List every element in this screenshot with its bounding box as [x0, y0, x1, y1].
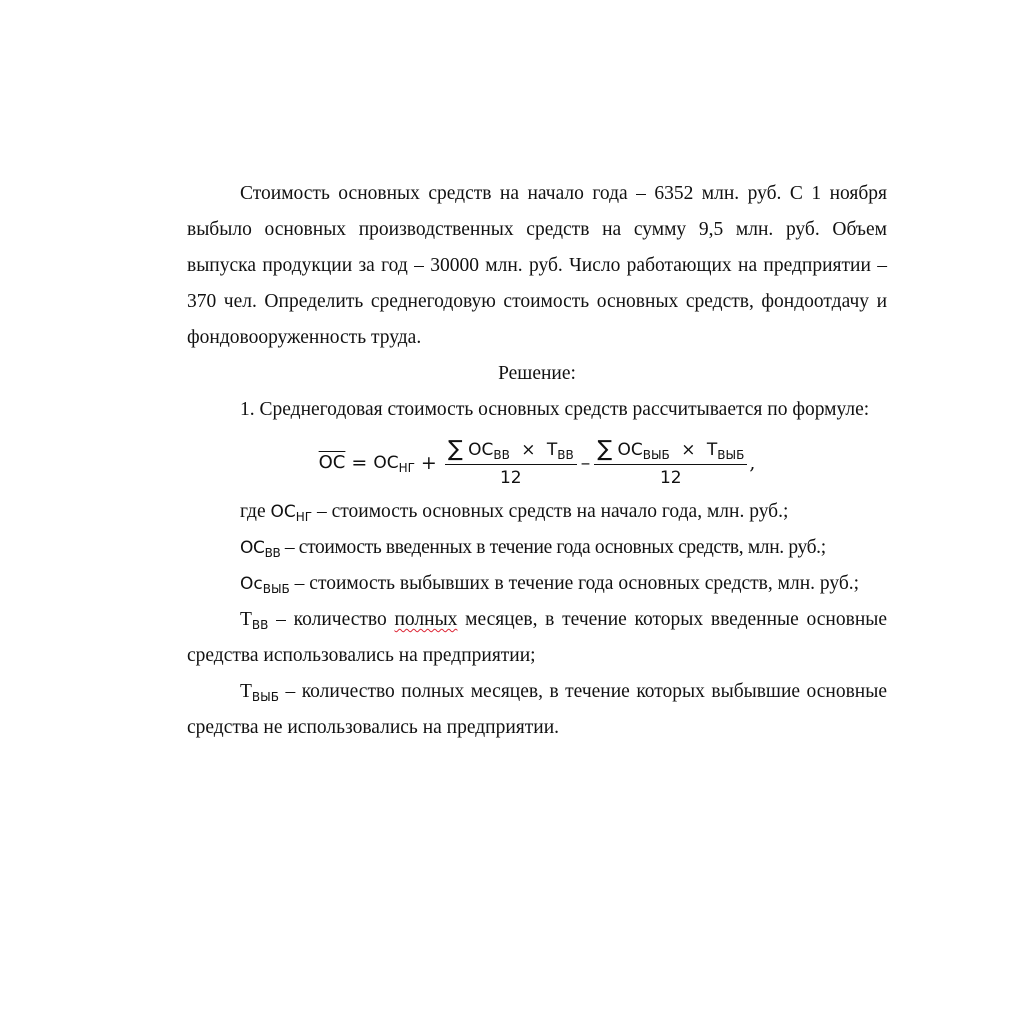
step-1-text: 1. Среднегодовая стоимость основных средств рассчитывается по формуле:: [240, 399, 870, 420]
solution-heading: Решение:: [498, 363, 576, 384]
sum-icon: ∑: [447, 436, 463, 462]
formula-fraction-retired: $\frac{\sum ОС_{ВЫБ} \times Т_{ВЫБ}}{12}$: [594, 436, 747, 491]
document-page: [187, 176, 887, 746]
formula-plus: +: [420, 452, 437, 474]
sum-icon: ∑: [597, 436, 613, 462]
average-cost-formula: [187, 432, 887, 494]
definition-os-ng: где $ОС_{НГ}$ – стоимость основных средств на начало года, млн. руб.;: [240, 501, 789, 524]
definition-os-vv: $ОС_{ВВ}$ – стоимость введенных в течение года основных средств, млн. руб.;: [240, 537, 826, 560]
formula-lhs: ОС: [318, 452, 346, 473]
formula-fraction-added: $\frac{\sum ОС_{ВВ} \times Т_{ВВ}}{12}$: [445, 436, 577, 491]
definition-os-vyb: $Ос_{ВЫБ}$ – стоимость выбывших в течение года основных средств, млн. руб.;: [240, 573, 860, 596]
definition-t-vyb: $Т_{ВЫБ}$ – количество полных месяцев, в течение которых выбывшие основные средства не использовались на предприятии.: [187, 681, 887, 738]
spellcheck-underline: полных: [394, 609, 458, 630]
formula-minus: –: [580, 452, 591, 474]
definition-t-vv: $Т_{ВВ}$ – количество полных месяцев, в течение которых введенные основные средства использовались на предприятии;: [187, 609, 888, 666]
formula-trailing-comma: ,: [749, 452, 756, 474]
formula-term1: $ОС_{НГ}$: [373, 453, 415, 475]
problem-statement: Стоимость основных средств на начало года – 6352 млн. руб. С 1 ноября выбыло основных производственных средств на сумму 9,5 млн. руб. Объем выпуска продукции за год – 30000 млн. руб. Число работающих на предприятии – 370 чел. Определить среднегодовую стоимость основных средств, фондоотдачу и фондовооруженность труда.: [187, 183, 887, 348]
formula-equals: =: [351, 452, 368, 474]
